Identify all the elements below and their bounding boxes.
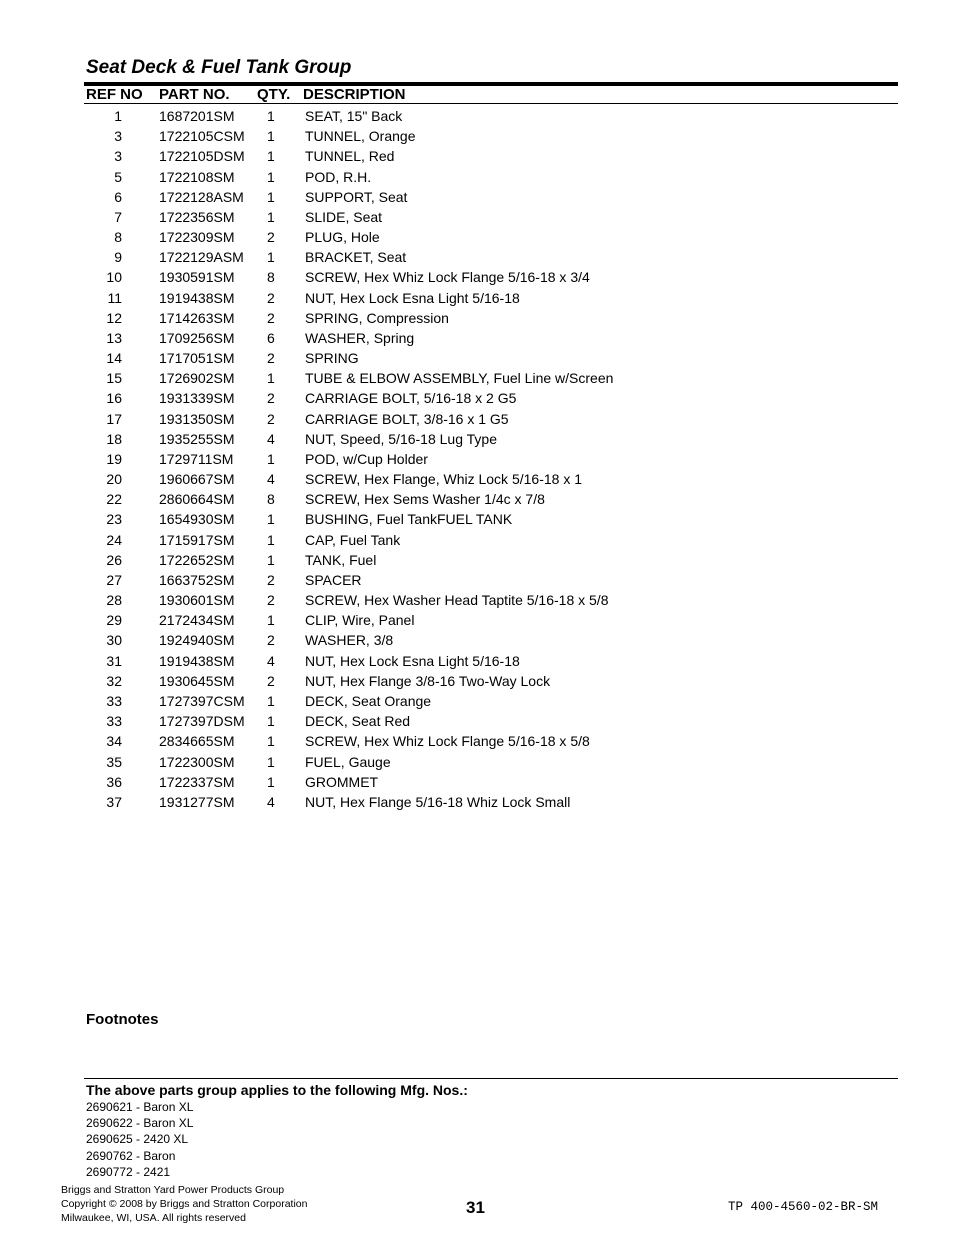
table-row <box>84 429 898 449</box>
mfg-number: 2690625 - 2420 XL <box>86 1132 189 1147</box>
qty-cell: 1 <box>267 692 275 709</box>
table-row <box>84 731 898 751</box>
ref-no-cell: 19 <box>106 450 122 467</box>
qty-cell: 4 <box>267 430 275 447</box>
ref-no-cell: 26 <box>106 551 122 568</box>
footer-rule <box>84 1078 898 1079</box>
part-no-cell: 1687201SM <box>159 108 235 124</box>
description-cell: NUT, Hex Flange 5/16-18 Whiz Lock Small <box>305 793 571 810</box>
table-row <box>84 651 898 671</box>
qty-cell: 8 <box>267 491 275 508</box>
table-row <box>84 106 898 126</box>
part-no-cell: 1722129ASM <box>159 249 244 266</box>
qty-cell: 2 <box>267 410 275 427</box>
description-cell: CAP, Fuel Tank <box>305 531 401 548</box>
description-cell: DECK, Seat Red <box>305 713 411 730</box>
part-no-cell: 1722108SM <box>159 168 235 185</box>
table-row <box>84 570 898 590</box>
table-row <box>84 227 898 247</box>
company-line: Copyright © 2008 by Briggs and Stratton Corporation <box>61 1198 308 1210</box>
table-row <box>84 772 898 792</box>
part-no-cell: 1930601SM <box>159 592 235 609</box>
ref-no-cell: 31 <box>106 652 122 669</box>
ref-no-cell: 35 <box>106 753 122 770</box>
part-no-cell: 1722356SM <box>159 208 235 225</box>
table-row <box>84 691 898 711</box>
table-row <box>84 207 898 227</box>
qty-cell: 1 <box>267 612 275 629</box>
description-cell: CLIP, Wire, Panel <box>305 612 415 629</box>
ref-no-cell: 23 <box>106 511 122 528</box>
ref-no-cell: 28 <box>106 592 122 609</box>
part-no-cell: 1722128ASM <box>159 188 244 205</box>
ref-no-cell: 34 <box>106 733 122 750</box>
table-header <box>84 86 898 103</box>
description-cell: DECK, Seat Orange <box>305 692 432 709</box>
table-row <box>84 167 898 187</box>
ref-no-cell: 18 <box>106 430 122 447</box>
part-no-cell: 1722337SM <box>159 773 235 790</box>
qty-cell: 1 <box>267 249 275 266</box>
table-row <box>84 469 898 489</box>
qty-cell: 2 <box>267 592 275 609</box>
table-row <box>84 146 898 166</box>
ref-no-cell: 7 <box>114 208 122 225</box>
part-no-cell: 1726902SM <box>159 370 235 387</box>
description-cell: GROMMET <box>305 773 379 790</box>
qty-cell: 2 <box>267 672 275 689</box>
table-row <box>84 630 898 650</box>
ref-no-cell: 3 <box>114 148 122 165</box>
qty-cell: 4 <box>267 652 275 669</box>
ref-no-cell: 9 <box>114 249 122 266</box>
part-no-cell: 1935255SM <box>159 430 235 447</box>
description-cell: WASHER, Spring <box>305 329 415 346</box>
qty-cell: 1 <box>267 208 275 225</box>
description-cell: SCREW, Hex Washer Head Taptite 5/16-18 x 5/8 <box>305 592 609 609</box>
ref-no-cell: 30 <box>106 632 122 649</box>
qty-cell: 2 <box>267 289 275 306</box>
ref-no-cell: 5 <box>114 168 122 185</box>
company-line: Briggs and Stratton Yard Power Products Group <box>61 1184 285 1196</box>
ref-no-cell: 37 <box>106 793 122 810</box>
mfg-number: 2690772 - 2421 <box>86 1164 171 1179</box>
description-cell: PLUG, Hole <box>305 229 380 246</box>
description-cell: CARRIAGE BOLT, 3/8-16 x 1 G5 <box>305 410 509 427</box>
header-qty: QTY. <box>257 86 291 103</box>
table-row <box>84 610 898 630</box>
table-row <box>84 752 898 772</box>
part-no-cell: 1919438SM <box>159 289 235 306</box>
description-cell: CARRIAGE BOLT, 5/16-18 x 2 G5 <box>305 390 517 407</box>
part-no-cell: 1722309SM <box>159 229 235 246</box>
description-cell: NUT, Hex Lock Esna Light 5/16-18 <box>305 289 520 306</box>
part-no-cell: 1960667SM <box>159 471 235 488</box>
part-no-cell: 2860664SM <box>159 491 235 508</box>
ref-no-cell: 22 <box>106 491 122 508</box>
part-no-cell: 1729711SM <box>159 450 234 467</box>
description-cell: SUPPORT, Seat <box>305 188 408 205</box>
description-cell: SPRING <box>305 350 359 367</box>
description-cell: TUBE & ELBOW ASSEMBLY, Fuel Line w/Screen <box>305 370 614 387</box>
part-no-cell: 1924940SM <box>159 632 235 649</box>
description-cell: SEAT, 15" Back <box>305 108 403 124</box>
ref-no-cell: 12 <box>106 309 122 326</box>
qty-cell: 8 <box>267 269 275 286</box>
qty-cell: 2 <box>267 632 275 649</box>
qty-cell: 4 <box>267 471 275 488</box>
part-no-cell: 1654930SM <box>159 511 235 528</box>
document-id: TP 400-4560-02-BR-SM <box>728 1200 879 1214</box>
qty-cell: 2 <box>267 571 275 588</box>
part-no-cell: 1722105CSM <box>159 128 245 145</box>
description-cell: NUT, Hex Lock Esna Light 5/16-18 <box>305 652 520 669</box>
qty-cell: 1 <box>267 450 275 467</box>
table-row <box>84 126 898 146</box>
qty-cell: 1 <box>267 773 275 790</box>
description-cell: BRACKET, Seat <box>305 249 407 266</box>
ref-no-cell: 27 <box>106 571 122 588</box>
qty-cell: 2 <box>267 390 275 407</box>
mfg-number-list <box>86 1099 193 1180</box>
table-row <box>84 449 898 469</box>
part-no-cell: 1717051SM <box>159 350 235 367</box>
ref-no-cell: 1 <box>114 108 122 124</box>
ref-no-cell: 24 <box>106 531 122 548</box>
table-row <box>84 247 898 267</box>
description-cell: SCREW, Hex Whiz Lock Flange 5/16-18 x 5/8 <box>305 733 590 750</box>
table-row <box>84 530 898 550</box>
ref-no-cell: 36 <box>106 773 122 790</box>
page-number: 31 <box>466 1198 485 1217</box>
mfg-number: 2690622 - Baron XL <box>86 1116 194 1131</box>
description-cell: NUT, Speed, 5/16-18 Lug Type <box>305 430 497 447</box>
qty-cell: 1 <box>267 551 275 568</box>
ref-no-cell: 33 <box>106 713 122 730</box>
qty-cell: 1 <box>267 511 275 528</box>
table-row <box>84 308 898 328</box>
part-no-cell: 1931350SM <box>159 410 235 427</box>
table-row <box>84 328 898 348</box>
page-title: Seat Deck & Fuel Tank Group <box>86 57 352 78</box>
description-cell: POD, w/Cup Holder <box>305 450 428 467</box>
description-cell: SCREW, Hex Flange, Whiz Lock 5/16-18 x 1 <box>305 471 582 488</box>
qty-cell: 2 <box>267 229 275 246</box>
part-no-cell: 1722105DSM <box>159 148 245 165</box>
qty-cell: 1 <box>267 733 275 750</box>
qty-cell: 1 <box>267 531 275 548</box>
table-row <box>84 409 898 429</box>
table-row <box>84 187 898 207</box>
description-cell: TUNNEL, Red <box>305 148 395 165</box>
description-cell: NUT, Hex Flange 3/8-16 Two-Way Lock <box>305 672 551 689</box>
table-row <box>84 711 898 731</box>
ref-no-cell: 10 <box>106 269 122 286</box>
part-no-cell: 1715917SM <box>159 531 235 548</box>
description-cell: POD, R.H. <box>305 168 372 185</box>
qty-cell: 1 <box>267 753 275 770</box>
qty-cell: 1 <box>267 168 275 185</box>
description-cell: SPRING, Compression <box>305 309 449 326</box>
part-no-cell: 1931277SM <box>159 793 235 810</box>
qty-cell: 4 <box>267 793 275 810</box>
description-cell: TANK, Fuel <box>305 551 377 568</box>
description-cell: SCREW, Hex Sems Washer 1/4c x 7/8 <box>305 491 545 508</box>
part-no-cell: 1722652SM <box>159 551 235 568</box>
qty-cell: 1 <box>267 713 275 730</box>
mfg-number: 2690621 - Baron XL <box>86 1100 194 1114</box>
part-no-cell: 1727397CSM <box>159 692 245 709</box>
ref-no-cell: 6 <box>114 188 122 205</box>
qty-cell: 1 <box>267 188 275 205</box>
ref-no-cell: 3 <box>114 128 122 145</box>
part-no-cell: 1709256SM <box>159 329 235 346</box>
qty-cell: 6 <box>267 329 275 346</box>
applies-label: The above parts group applies to the following Mfg. Nos.: <box>86 1082 468 1098</box>
ref-no-cell: 32 <box>106 672 122 689</box>
part-no-cell: 2834665SM <box>159 733 235 750</box>
ref-no-cell: 16 <box>106 390 122 407</box>
ref-no-cell: 29 <box>106 612 122 629</box>
part-no-cell: 1727397DSM <box>159 713 245 730</box>
part-no-cell: 1919438SM <box>159 652 235 669</box>
ref-no-cell: 14 <box>106 350 122 367</box>
mfg-number: 2690762 - Baron <box>86 1148 176 1163</box>
header-part-no: PART NO. <box>159 86 230 103</box>
header-rule <box>84 103 898 104</box>
ref-no-cell: 33 <box>106 692 122 709</box>
description-cell: WASHER, 3/8 <box>305 632 394 649</box>
table-row <box>84 671 898 691</box>
table-row <box>84 509 898 529</box>
description-cell: SPACER <box>305 571 362 588</box>
description-cell: TUNNEL, Orange <box>305 128 416 145</box>
part-no-cell: 2172434SM <box>159 612 235 629</box>
header-ref-no: REF NO <box>86 86 143 103</box>
description-cell: FUEL, Gauge <box>305 753 391 770</box>
part-no-cell: 1931339SM <box>159 390 235 407</box>
ref-no-cell: 13 <box>106 329 122 346</box>
table-row <box>84 550 898 570</box>
table-row <box>84 288 898 308</box>
description-cell: BUSHING, Fuel TankFUEL TANK <box>305 511 513 528</box>
qty-cell: 1 <box>267 370 275 387</box>
table-row <box>84 489 898 509</box>
parts-table <box>84 106 898 812</box>
table-row <box>84 368 898 388</box>
table-row <box>84 590 898 610</box>
qty-cell: 1 <box>267 128 275 145</box>
ref-no-cell: 20 <box>106 471 122 488</box>
qty-cell: 2 <box>267 350 275 367</box>
part-no-cell: 1663752SM <box>159 571 235 588</box>
part-no-cell: 1930591SM <box>159 269 235 286</box>
part-no-cell: 1930645SM <box>159 672 235 689</box>
part-no-cell: 1714263SM <box>159 309 235 326</box>
table-row <box>84 388 898 408</box>
company-line: Milwaukee, WI, USA. All rights reserved <box>61 1212 246 1224</box>
qty-cell: 2 <box>267 309 275 326</box>
qty-cell: 1 <box>267 108 275 124</box>
ref-no-cell: 8 <box>114 229 122 246</box>
table-row <box>84 348 898 368</box>
ref-no-cell: 17 <box>106 410 122 427</box>
table-row <box>84 792 898 812</box>
part-no-cell: 1722300SM <box>159 753 235 770</box>
ref-no-cell: 15 <box>106 370 122 387</box>
qty-cell: 1 <box>267 148 275 165</box>
description-cell: SLIDE, Seat <box>305 208 383 225</box>
table-row <box>84 267 898 287</box>
ref-no-cell: 11 <box>107 289 122 306</box>
company-info <box>61 1183 307 1225</box>
description-cell: SCREW, Hex Whiz Lock Flange 5/16-18 x 3/4 <box>305 269 590 286</box>
header-description: DESCRIPTION <box>303 86 406 103</box>
footnotes-label: Footnotes <box>86 1011 159 1028</box>
